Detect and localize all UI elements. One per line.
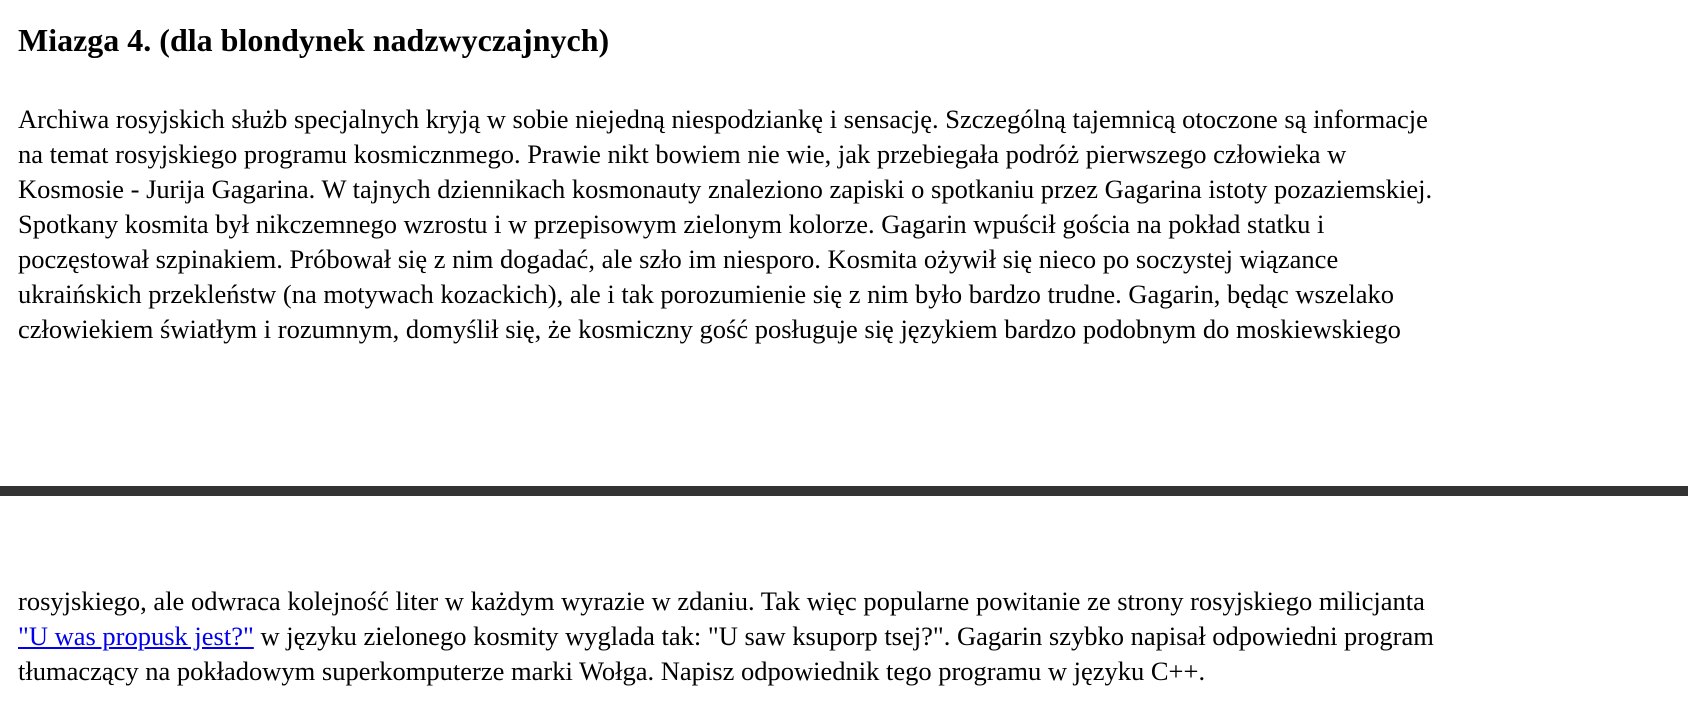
text-line: ukraińskich przekleństw (na motywach kozackich), ale i tak porozumienie się z nim było bardzo trudne. Gagarin, będąc wszelako	[18, 279, 1395, 309]
text-line: Kosmosie - Jurija Gagarina. W tajnych dziennikach kosmonauty znaleziono zapiski o spotkaniu przez Gagarina istoty pozaziemskiej.	[18, 174, 1433, 204]
problem-paragraph-part2	[18, 584, 1434, 689]
text-line: rosyjskiego, ale odwraca kolejność liter w każdym wyrazie w zdaniu. Tak więc popularne powitanie ze strony rosyjskiego milicjanta	[18, 586, 1425, 616]
page-break-divider	[0, 486, 1688, 496]
text-line-with-link	[18, 619, 1434, 654]
text-line-rest: w języku zielonego kosmity wyglada tak: "U saw ksuporp tsej?". Gagarin szybko napisał odpowiedni program	[253, 621, 1434, 651]
page-title: Miazga 4. (dla blondynek nadzwyczajnych)	[18, 22, 610, 58]
phrase-link[interactable]: "U was propusk jest?"	[18, 621, 254, 651]
text-line: Spotkany kosmita był nikczemnego wzrostu i w przepisowym zielonym kolorze. Gagarin wpuścił gościa na pokład statku i	[18, 209, 1325, 239]
text-line: Archiwa rosyjskich służb specjalnych kryją w sobie niejedną niespodziankę i sensację. Szczególną tajemnicą otoczone są informacje	[18, 104, 1428, 134]
text-line: człowiekiem światłym i rozumnym, domyślił się, że kosmiczny gość posługuje się językiem bardzo podobnym do moskiewskiego	[18, 314, 1401, 344]
problem-paragraph-part1	[18, 102, 1432, 347]
text-line: na temat rosyjskiego programu kosmicznmego. Prawie nikt bowiem nie wie, jak przebiegała podróż pierwszego człowieka w	[18, 139, 1347, 169]
text-line: poczęstował szpinakiem. Próbował się z nim dogadać, ale szło im niesporo. Kosmita ożywił się nieco po soczystej wiązance	[18, 244, 1339, 274]
text-line: tłumaczący na pokładowym superkomputerze marki Wołga. Napisz odpowiednik tego programu w języku C++.	[18, 656, 1206, 686]
